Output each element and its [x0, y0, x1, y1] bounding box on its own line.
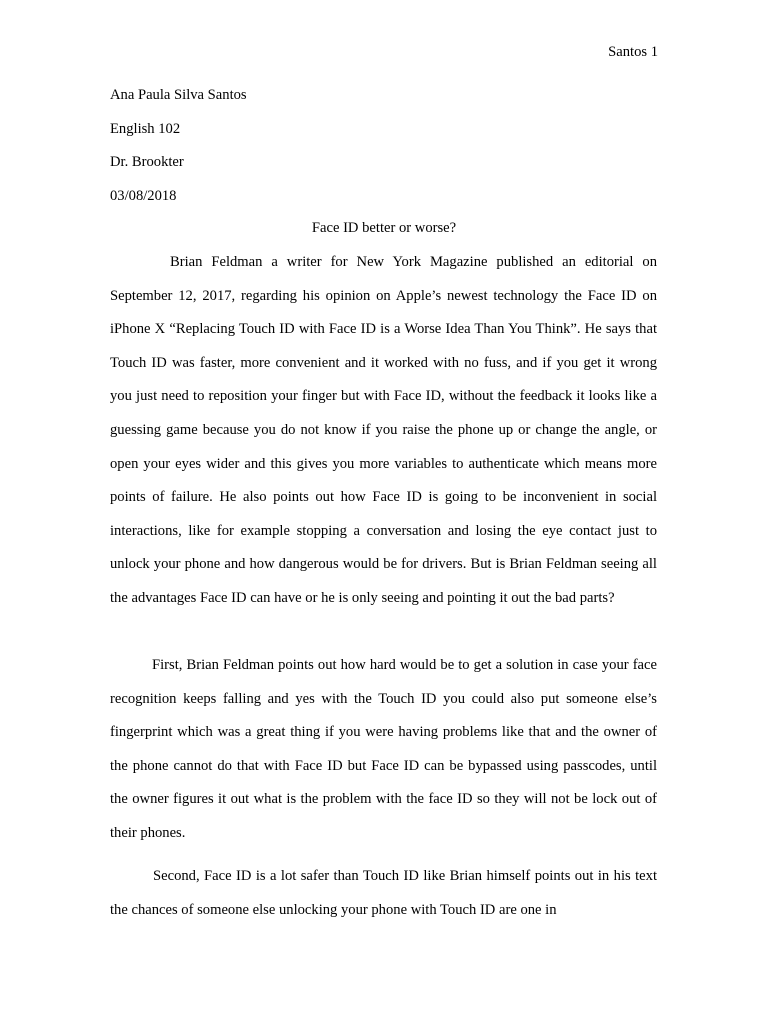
essay-paragraph-3: Second, Face ID is a lot safer than Touch ID like Brian himself points out in his text the chances of someone else unlocking your phone with Touch ID are one in	[110, 868, 657, 918]
course-name: English 102	[110, 121, 181, 137]
author-name: Ana Paula Silva Santos	[110, 87, 247, 103]
essay-title: Face ID better or worse?	[311, 220, 457, 236]
running-head: Santos 1	[608, 44, 658, 60]
instructor-name: Dr. Brookter	[110, 154, 184, 170]
essay-paragraph-2: First, Brian Feldman points out how hard would be to get a solution in case your face recognition keeps falling and yes with the Touch ID you could also put someone else’s fingerprint which was a great thing if you were having problems like that and the owner of the phone cannot do that with Face ID but Face ID can be bypassed using passcodes, until the owner figures it out what is the problem with the face ID so they will not be lock out of their phones.	[110, 657, 657, 841]
essay-paragraph-1: Brian Feldman a writer for New York Magazine published an editorial on September 12, 2017, regarding his opinion on Apple’s newest technology the Face ID on iPhone X “Replacing Touch ID with Face ID is a Worse Idea Than You Think”. He says that Touch ID was faster, more convenient and it worked with no fuss, and if you get it wrong you just need to reposition your finger but with Face ID, without the feedback it looks like a guessing game because you do not know if you raise the phone up or change the angle, or open your eyes wider and this gives you more variables to authenticate which means more points of failure. He also points out how Face ID is going to be inconvenient in social interactions, like for example stopping a conversation and losing the eye contact just to unlock your phone and how dangerous would be for drivers. But is Brian Feldman seeing all the advantages Face ID can have or he is only seeing and pointing it out the bad parts?	[110, 254, 657, 606]
essay-date: 03/08/2018	[110, 188, 177, 204]
